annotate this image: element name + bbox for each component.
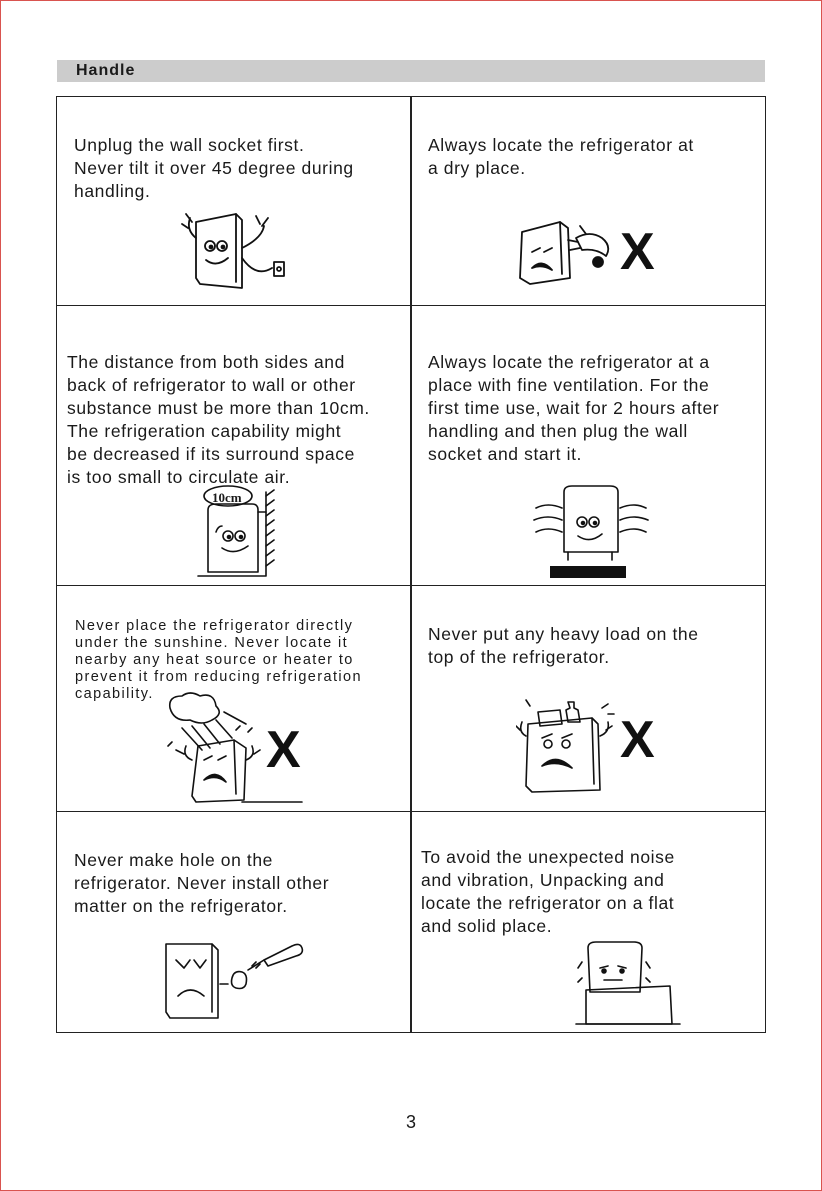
page-number: 3 xyxy=(405,1112,416,1132)
grid-divider-row-1 xyxy=(56,305,766,306)
grid-divider-vertical xyxy=(410,96,412,1033)
cell-3-text: The distance from both sides and back of refrigerator to wall or other substance must be more than 10cm. The refrigeration capability might be decreased if its surround space is too small to circulate air. xyxy=(67,352,370,487)
distance-label: 10cm xyxy=(212,490,242,505)
fridge-screwdriver-icon xyxy=(160,938,306,1020)
grid-divider-row-2 xyxy=(56,585,766,586)
section-header: Handle xyxy=(57,60,765,82)
cell-6-text: Never put any heavy load on the top of the refrigerator. xyxy=(428,624,699,667)
fridge-on-platform-icon xyxy=(570,938,684,1028)
fridge-heavy-load-icon xyxy=(516,696,616,794)
grid-divider-row-3 xyxy=(56,811,766,812)
fridge-with-plug-icon xyxy=(176,208,294,294)
cell-4-text: Always locate the refrigerator at a place with fine ventilation. For the first time use, wait for 2 hours after handling and then plug the wall socket and start it. xyxy=(428,352,720,464)
fridge-ventilation-icon xyxy=(532,482,650,580)
cell-7-text: Never make hole on the refrigerator. Never install other matter on the refrigerator. xyxy=(74,850,330,916)
prohibited-x-mark: X xyxy=(266,721,301,779)
cell-5-text: Never place the refrigerator directly under the sunshine. Never locate it nearby any heat source or heater to prevent it from reducing refrigeration capability. xyxy=(75,618,362,702)
prohibited-x-mark: X xyxy=(620,223,655,281)
cell-2-text: Always locate the refrigerator at a dry place. xyxy=(428,135,694,178)
fridge-splashed-water-icon xyxy=(516,218,624,288)
prohibited-x-mark: X xyxy=(620,711,655,769)
cell-8-text: To avoid the unexpected noise and vibration, Unpacking and locate the refrigerator on a flat and solid place. xyxy=(421,847,675,936)
cell-1-text: Unplug the wall socket first. Never tilt it over 45 degree during handling. xyxy=(74,135,354,201)
